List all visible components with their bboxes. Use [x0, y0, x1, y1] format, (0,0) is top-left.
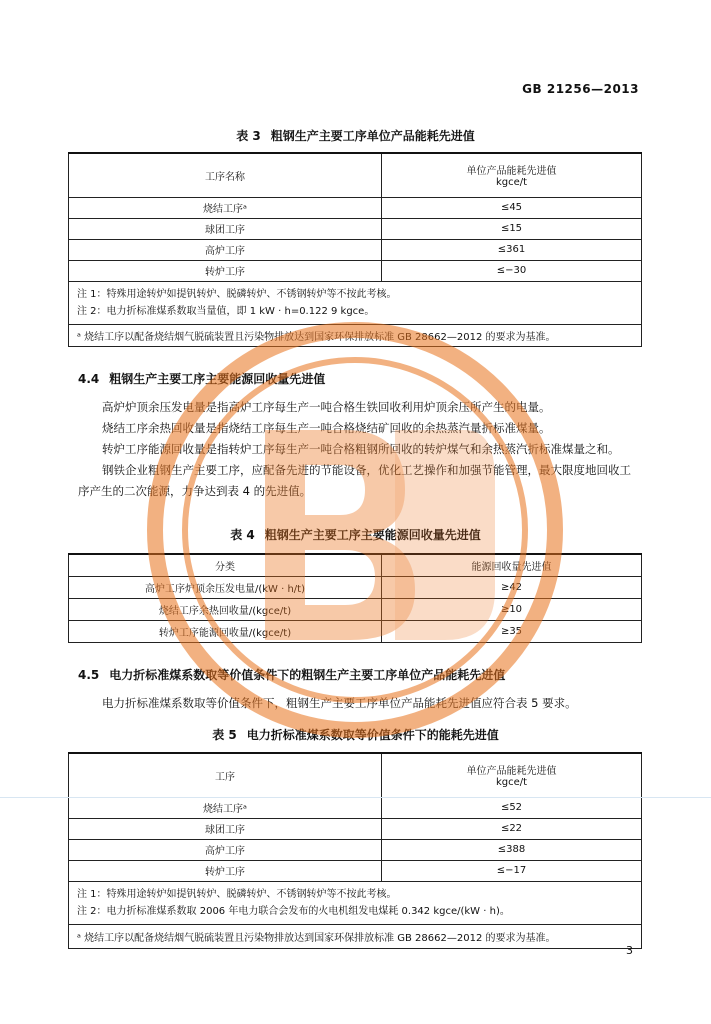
table3-head-name: 工序名称 — [69, 153, 382, 197]
table3-row-value: ≤361 — [382, 239, 642, 260]
section-4-4-body — [78, 397, 634, 502]
standard-code: GB 21256—2013 — [522, 82, 639, 96]
table3-head-value — [382, 153, 642, 197]
table3-row-value: ≤−30 — [382, 260, 642, 281]
table5-row-value: ≤52 — [382, 797, 642, 818]
table5-head-value-line1: 单位产品能耗先进值 — [466, 766, 557, 778]
table3-caption-num: 表 3 — [236, 129, 261, 143]
table3 — [68, 152, 642, 347]
table4-head-value: 能源回收量先进值 — [382, 554, 642, 576]
section-4-5-num: 4.5 — [78, 668, 100, 682]
table5-row-value: ≤388 — [382, 839, 642, 860]
paragraph: 钢铁企业粗钢生产主要工序，应配备先进的节能设备，优化工艺操作和加强节能管理，最大限度地回收工序产生的二次能源，力争达到表 4 的先进值。 — [78, 463, 631, 498]
table5-note1: 注 1：特殊用途转炉如提钒转炉、脱磷转炉、不锈钢转炉等不按此考核。 — [77, 888, 397, 900]
section-4-4-num: 4.4 — [78, 372, 100, 386]
scan-line-divider — [0, 797, 711, 798]
table4-caption-num: 表 4 — [230, 528, 255, 542]
table3-footnote: ᵃ 烧结工序以配备烧结烟气脱硫装置且污染物排放达到国家环保排放标准 GB 28662—2012 的要求为基准。 — [69, 324, 642, 346]
table5-row-value: ≤−17 — [382, 860, 642, 881]
table3-note1: 注 1：特殊用途转炉如提钒转炉、脱磷转炉、不锈钢转炉等不按此考核。 — [77, 288, 397, 300]
table-row — [69, 239, 642, 260]
table4-caption-title: 粗钢生产主要工序主要能源回收量先进值 — [264, 528, 481, 542]
table-row — [69, 598, 642, 620]
table-row — [69, 218, 642, 239]
table3-notes — [69, 281, 642, 324]
table5-head-value-line2: kgce/t — [495, 777, 528, 789]
table3-row-value: ≤45 — [382, 197, 642, 218]
table5-head-value — [382, 753, 642, 797]
table5-footnote-row — [69, 924, 642, 948]
table3-caption-title: 粗钢生产主要工序单位产品能耗先进值 — [270, 129, 475, 143]
table5-head-name: 工序 — [69, 753, 382, 797]
table5-notes — [69, 881, 642, 924]
table5-row-value: ≤22 — [382, 818, 642, 839]
table4 — [68, 553, 642, 643]
table-row — [69, 576, 642, 598]
table4-row-name: 转炉工序能源回收量/(kgce/t) — [69, 620, 382, 642]
table3-head-value-line1: 单位产品能耗先进值 — [466, 166, 557, 178]
table5-footnote: ᵃ 烧结工序以配备烧结烟气脱硫装置且污染物排放达到国家环保排放标准 GB 28662—2012 的要求为基准。 — [69, 924, 642, 948]
table5-caption-title: 电力折标准煤系数取等价值条件下的能耗先进值 — [246, 728, 499, 742]
table-row — [69, 620, 642, 642]
table4-row-value: ≥35 — [382, 620, 642, 642]
table-row — [69, 839, 642, 860]
paragraph: 高炉炉顶余压发电量是指高炉工序每生产一吨合格生铁回收利用炉顶余压所产生的电量。 — [102, 400, 551, 414]
table4-row-value: ≥10 — [382, 598, 642, 620]
table3-row-name: 烧结工序ᵃ — [69, 197, 382, 218]
table4-row-value: ≥42 — [382, 576, 642, 598]
table3-caption — [0, 127, 711, 144]
paragraph: 烧结工序余热回收量是指烧结工序每生产一吨合格烧结矿回收的余热蒸汽量折标准煤量。 — [102, 421, 551, 435]
table3-row-name: 球团工序 — [69, 218, 382, 239]
table5-row-name: 烧结工序ᵃ — [69, 797, 382, 818]
section-4-5-heading — [78, 666, 505, 683]
table-row — [69, 797, 642, 818]
table5-row-name: 高炉工序 — [69, 839, 382, 860]
table5-row-name: 球团工序 — [69, 818, 382, 839]
table-row — [69, 860, 642, 881]
table4-caption — [0, 526, 711, 543]
table4-row-name: 烧结工序余热回收量/(kgce/t) — [69, 598, 382, 620]
table3-head-value-line2: kgce/t — [495, 177, 528, 189]
table-row — [69, 818, 642, 839]
section-4-5-title: 电力折标准煤系数取等价值条件下的粗钢生产主要工序单位产品能耗先进值 — [109, 668, 506, 682]
table4-row-name: 高炉工序炉顶余压发电量/(kW · h/t) — [69, 576, 382, 598]
table5-note2: 注 2：电力折标准煤系数取 2006 年电力联合会发布的火电机组发电煤耗 0.342 kgce/(kW · h)。 — [77, 905, 510, 917]
table-row — [69, 260, 642, 281]
table3-row-name: 高炉工序 — [69, 239, 382, 260]
table5-row-name: 转炉工序 — [69, 860, 382, 881]
table5-caption-num: 表 5 — [212, 728, 237, 742]
table3-note2: 注 2：电力折标准煤系数取当量值，即 1 kW · h=0.122 9 kgce。 — [77, 305, 375, 317]
table-row — [69, 197, 642, 218]
paragraph: 电力折标准煤系数取等价值条件下，粗钢生产主要工序单位产品能耗先进值应符合表 5 要求。 — [102, 696, 577, 710]
section-4-4-title: 粗钢生产主要工序主要能源回收量先进值 — [109, 372, 326, 386]
paragraph: 转炉工序能源回收量是指转炉工序每生产一吨合格粗钢所回收的转炉煤气和余热蒸汽折标准煤量之和。 — [102, 442, 620, 456]
table3-footnote-row — [69, 324, 642, 346]
table3-row-value: ≤15 — [382, 218, 642, 239]
section-4-4-heading — [78, 370, 325, 387]
page-number: 3 — [626, 944, 633, 957]
table4-head-category: 分类 — [69, 554, 382, 576]
table5 — [68, 752, 642, 949]
table3-row-name: 转炉工序 — [69, 260, 382, 281]
table5-caption — [0, 726, 711, 743]
